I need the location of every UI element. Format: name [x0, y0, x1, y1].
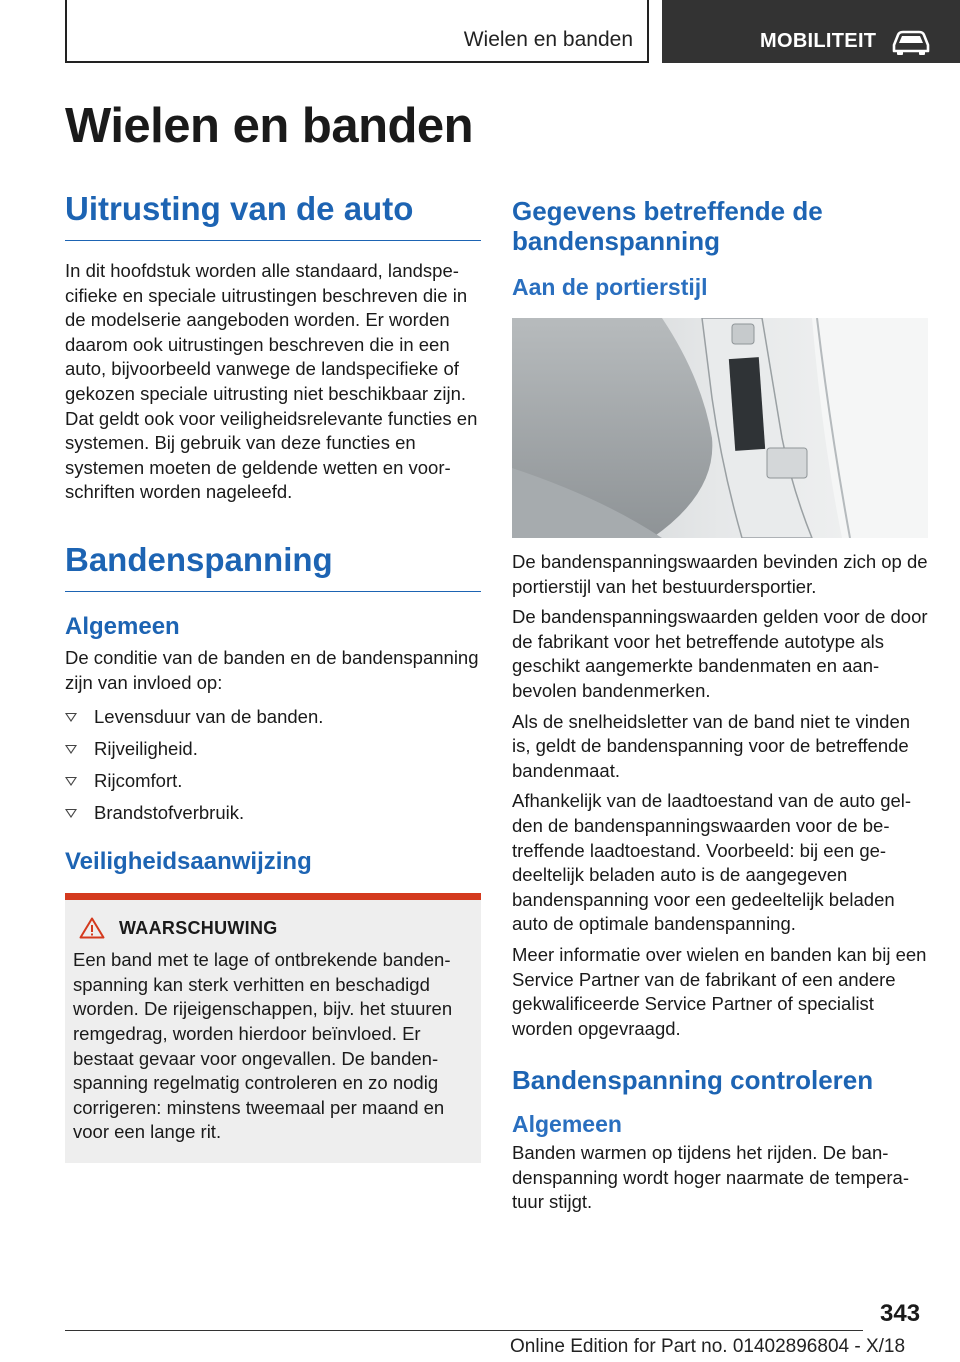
- paragraph-1: De bandenspanningswaarden bevinden zich op de portierstijl van het bestuurdersportier.: [512, 551, 928, 597]
- list-item: Rijcomfort.: [65, 769, 481, 801]
- heading-uitrusting: Uitrusting van de auto: [65, 186, 481, 241]
- triangle-bullet-icon: [65, 777, 77, 786]
- triangle-bullet-icon: [65, 809, 77, 818]
- warning-box: [65, 893, 481, 1163]
- door-pillar-illustration: [512, 318, 928, 538]
- uitrusting-paragraph: In dit hoofdstuk worden alle standaard, landspecifieke en speciale uitrustingen beschreven die in de modelserie aangeboden worden. Er worden daarom ook uitrustingen beschreven die in een auto, bijvoorbeeld vanwege de landspecifieke of gekozen speciale uitrusting niet beschikbaar zijn. Dat geldt ook voor veiligheidsrelevante functies en systemen. Bij gebruik van deze functies en systemen moeten de geldende wetten en voorschriften worden nageleefd.: [65, 260, 478, 503]
- warning-title: WAARSCHUWING: [119, 917, 278, 938]
- bullet-list: [65, 705, 481, 833]
- paragraph-2: De bandenspanningswaarden gelden voor de door de fabrikant voor het betreffende autotype als geschikt aangemerkte bandenmaten en aanbevolen bandenmerken.: [512, 606, 928, 701]
- heading-portierstijl: Aan de portierstijl: [512, 274, 708, 300]
- heading-gegevens: Gegevens betreffende de bandenspanning: [512, 196, 823, 256]
- paragraph-4: Afhankelijk van de laadtoestand van de auto gelden de bandenspanningswaarden voor de betreffende laadtoestand. Voorbeeld: bij een gedeeltelijk beladen auto is de aangegeven bandenspanning voor een gedeeltelijk beladen auto de optimale bandenspanning.: [512, 790, 912, 935]
- footer-divider: [65, 1330, 863, 1331]
- triangle-bullet-icon: [65, 745, 77, 754]
- header-chapter-title: MOBILITEIT: [760, 30, 877, 52]
- list-item: Levensduur van de banden.: [65, 705, 481, 737]
- heading-veiligheid: Veiligheidsaanwijzing: [65, 848, 312, 876]
- heading-controleren: Bandenspanning controleren: [512, 1065, 874, 1096]
- page-number: 343: [880, 1300, 921, 1327]
- car-icon: [891, 29, 931, 55]
- paragraph-6: Banden warmen op tijdens het rijden. De bandenspanning wordt hoger naarmate de temperatuur stijgt.: [512, 1142, 909, 1213]
- right-column: [512, 186, 928, 1215]
- heading-algemeen-2: Algemeen: [512, 1111, 622, 1138]
- list-item: Rijveiligheid.: [65, 737, 481, 769]
- list-item: Brandstofverbruik.: [65, 801, 481, 833]
- header-section-title: Wielen en banden: [463, 28, 633, 51]
- warning-triangle-icon: [79, 917, 105, 939]
- left-column: [65, 186, 481, 1163]
- paragraph-3: Als de snelheidsletter van de band niet te vinden is, geldt de bandenspanning voor de betreffende bandenmaat.: [512, 710, 911, 781]
- triangle-bullet-icon: [65, 713, 77, 722]
- warning-header: [73, 916, 473, 940]
- page-title: Wielen en banden: [65, 99, 474, 153]
- footer-edition: Online Edition for Part no. 01402896804 - X/18: [510, 1336, 906, 1357]
- door-pillar-image: [512, 318, 928, 538]
- heading-algemeen: Algemeen: [65, 612, 180, 640]
- header-section-box: [65, 0, 649, 63]
- heading-bandenspanning: Bandenspanning: [65, 537, 481, 592]
- header-chapter-box: [662, 0, 960, 63]
- paragraph-5: Meer informatie over wielen en banden kan bij een Service Partner van de fabrikant of een andere gekwalificeerde Service Partner of specialist worden opgevraagd.: [512, 943, 927, 1039]
- algemeen-paragraph: De conditie van de banden en de bandenspanning zijn van invloed op:: [65, 646, 479, 693]
- warning-text: Een band met te lage of ontbrekende bandenspanning kan sterk verhitten en beschadigd worden. De rijeigenschappen, bijv. het stuuren remgedrag, worden hierdoor beïnvloed. Er bestaat gevaar voor ongevallen. De bandenspanning regelmatig controleren en zo nodig corrigeren: minstens tweemaal per maand en voor een lange rit.: [73, 949, 453, 1143]
